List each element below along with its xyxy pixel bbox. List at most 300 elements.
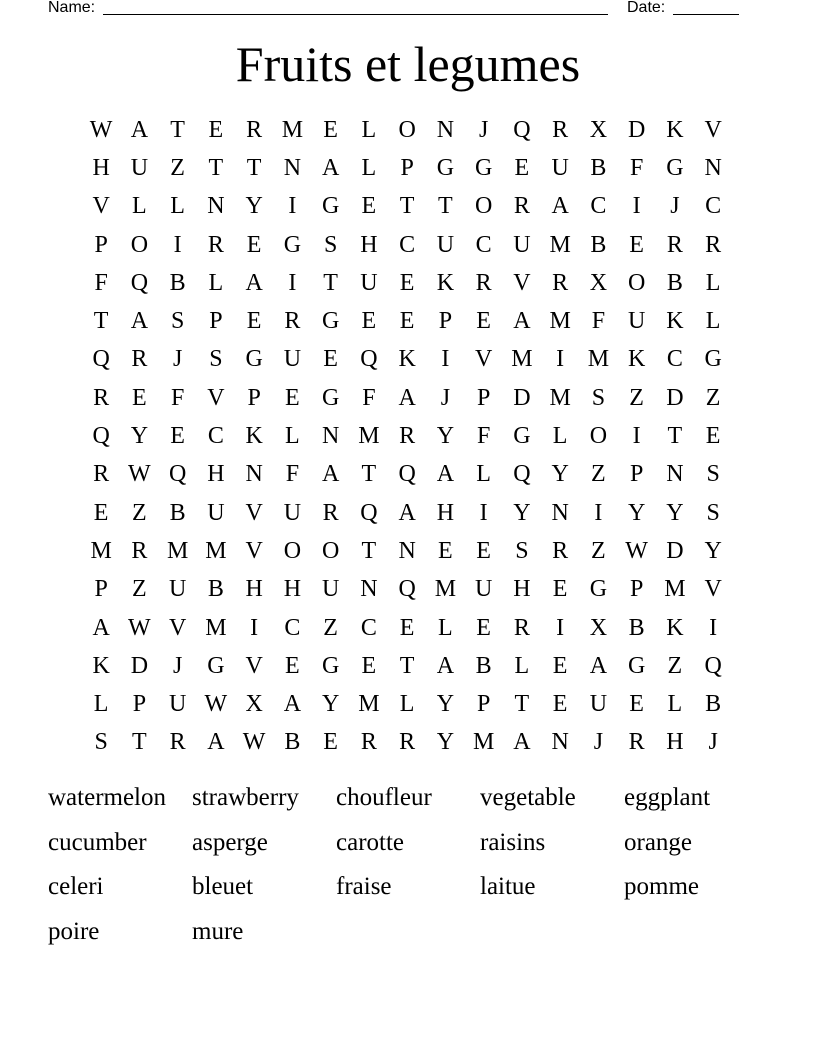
grid-letter: C: [705, 193, 722, 220]
grid-letter: F: [591, 308, 606, 335]
grid-letter: A: [513, 308, 531, 335]
grid-letter: M: [358, 423, 380, 450]
grid-letter: N: [245, 461, 263, 488]
grid-letter: K: [398, 346, 416, 373]
grid-letter: U: [168, 691, 187, 718]
grid-letter: T: [399, 193, 415, 220]
grid-letter: Y: [436, 729, 455, 756]
grid-letter: N: [551, 729, 569, 756]
grid-letter: K: [666, 614, 684, 641]
grid-letter: K: [436, 269, 455, 296]
grid-letter: O: [130, 231, 149, 258]
grid-letter: E: [705, 423, 721, 450]
grid-letter: A: [207, 729, 225, 756]
grid-letter: I: [632, 423, 641, 450]
grid-letter: R: [93, 384, 110, 411]
grid-letter: G: [283, 231, 302, 258]
grid-letter: A: [92, 614, 110, 641]
grid-letter: L: [170, 193, 185, 220]
grid-letter: R: [131, 537, 148, 564]
grid-letter: P: [132, 691, 147, 718]
date-line: [673, 14, 739, 15]
grid-letter: W: [204, 691, 228, 718]
grid-letter: M: [511, 346, 533, 373]
word-list-item: celeri: [48, 873, 104, 901]
grid-letter: H: [283, 576, 302, 603]
grid-letter: R: [552, 116, 569, 143]
grid-letter: Y: [436, 423, 455, 450]
grid-letter: X: [589, 116, 608, 143]
grid-letter: I: [556, 614, 565, 641]
grid-letter: K: [92, 652, 110, 679]
grid-letter: A: [589, 652, 608, 679]
grid-letter: L: [705, 308, 721, 335]
grid-letter: V: [92, 193, 110, 220]
grid-letter: U: [283, 499, 302, 526]
page-title: Fruits et legumes: [235, 36, 581, 92]
grid-letter: E: [246, 308, 262, 335]
grid-letter: S: [591, 384, 606, 411]
grid-letter: V: [704, 116, 722, 143]
grid-letter: R: [552, 537, 569, 564]
grid-letter: Y: [704, 537, 722, 564]
grid-letter: D: [130, 652, 149, 679]
grid-letter: R: [513, 614, 530, 641]
grid-letter: B: [169, 269, 186, 296]
grid-letter: C: [590, 193, 607, 220]
word-list-item: bleuet: [192, 873, 254, 901]
grid-letter: W: [242, 729, 266, 756]
grid-letter: J: [670, 193, 680, 220]
grid-letter: Z: [170, 154, 185, 181]
grid-letter: T: [361, 461, 377, 488]
grid-letter: U: [474, 576, 493, 603]
grid-letter: Q: [360, 499, 378, 526]
grid-letter: P: [247, 384, 261, 411]
grid-letter: Z: [705, 384, 721, 411]
grid-letter: Y: [436, 691, 455, 718]
grid-letter: A: [321, 461, 340, 488]
grid-letter: F: [170, 384, 185, 411]
grid-letter: H: [207, 461, 225, 488]
grid-letter: U: [283, 346, 302, 373]
grid-letter: E: [208, 116, 224, 143]
grid-letter: I: [594, 499, 603, 526]
grid-letter: B: [590, 231, 607, 258]
grid-letter: O: [398, 116, 416, 143]
grid-letter: G: [474, 154, 493, 181]
grid-letter: Z: [629, 384, 644, 411]
grid-letter: T: [132, 729, 147, 756]
grid-letter: R: [207, 231, 224, 258]
grid-letter: O: [627, 269, 646, 296]
grid-letter: R: [284, 308, 301, 335]
word-list-item: asperge: [192, 828, 268, 856]
grid-letter: L: [361, 154, 377, 181]
grid-letter: A: [513, 729, 531, 756]
grid-letter: H: [92, 154, 110, 181]
grid-letter: I: [479, 499, 488, 526]
grid-letter: S: [706, 461, 720, 488]
grid-letter: U: [436, 231, 455, 258]
word-list: [48, 776, 768, 955]
grid-letter: Q: [398, 576, 416, 603]
grid-letter: R: [513, 193, 530, 220]
grid-letter: V: [704, 576, 722, 603]
grid-letter: P: [209, 308, 223, 335]
grid-letter: R: [360, 729, 377, 756]
grid-letter: E: [323, 346, 338, 373]
worksheet-header: [48, 0, 748, 18]
grid-letter: M: [549, 231, 571, 258]
grid-letter: L: [361, 116, 377, 143]
grid-letter: V: [245, 537, 263, 564]
grid-letter: M: [549, 384, 571, 411]
grid-letter: T: [170, 116, 185, 143]
grid-letter: O: [474, 193, 493, 220]
grid-letter: N: [398, 537, 416, 564]
grid-letter: F: [362, 384, 376, 411]
grid-letter: T: [514, 691, 530, 718]
word-list-item: pomme: [624, 873, 699, 901]
grid-letter: Y: [245, 193, 263, 220]
grid-letter: S: [515, 537, 529, 564]
grid-letter: R: [552, 269, 569, 296]
grid-letter: E: [514, 154, 530, 181]
grid-letter: A: [283, 691, 302, 718]
grid-letter: Y: [627, 499, 646, 526]
grid-letter: V: [245, 499, 263, 526]
grid-letter: F: [285, 461, 300, 488]
grid-letter: U: [589, 691, 608, 718]
grid-letter: B: [705, 691, 722, 718]
grid-letter: F: [476, 423, 491, 450]
grid-letter: Y: [130, 423, 149, 450]
word-list-item: cucumber: [48, 828, 147, 856]
grid-letter: I: [441, 346, 450, 373]
grid-letter: U: [627, 308, 646, 335]
grid-letter: U: [360, 269, 378, 296]
grid-letter: P: [400, 154, 414, 181]
date-label: Date:: [627, 0, 666, 16]
grid-letter: E: [629, 691, 644, 718]
grid-letter: I: [288, 193, 297, 220]
grid-letter: S: [170, 308, 185, 335]
grid-letter: B: [169, 499, 186, 526]
grid-letter: C: [399, 231, 416, 258]
grid-letter: N: [283, 154, 302, 181]
grid-letter: T: [399, 652, 415, 679]
grid-letter: R: [322, 499, 339, 526]
grid-letter: Q: [513, 461, 531, 488]
grid-letter: O: [321, 537, 340, 564]
grid-letter: L: [208, 269, 224, 296]
grid-letter: R: [93, 461, 110, 488]
grid-letter: L: [476, 461, 491, 488]
grid-letter: A: [551, 193, 569, 220]
grid-letter: E: [285, 384, 300, 411]
grid-letter: G: [436, 154, 455, 181]
letter-grid: [82, 111, 732, 762]
grid-letter: C: [666, 346, 683, 373]
grid-letter: G: [245, 346, 263, 373]
grid-letter: E: [438, 537, 453, 564]
grid-letter: A: [398, 384, 416, 411]
word-list-item: eggplant: [624, 784, 711, 811]
grid-letter: T: [93, 308, 109, 335]
name-line: [103, 14, 608, 15]
grid-letter: G: [321, 193, 340, 220]
grid-letter: D: [666, 384, 684, 411]
grid-letter: A: [398, 499, 416, 526]
grid-letter: G: [321, 308, 340, 335]
word-list-item: choufleur: [336, 784, 432, 811]
grid-letter: P: [629, 576, 644, 603]
grid-letter: E: [361, 652, 377, 679]
grid-letter: J: [172, 652, 183, 679]
grid-letter: E: [246, 231, 262, 258]
grid-letter: Q: [130, 269, 149, 296]
grid-letter: B: [628, 614, 645, 641]
grid-letter: G: [666, 154, 684, 181]
grid-letter: X: [245, 691, 263, 718]
grid-letter: L: [93, 691, 109, 718]
grid-letter: V: [245, 652, 263, 679]
grid-letter: Q: [513, 116, 531, 143]
grid-letter: E: [399, 269, 415, 296]
grid-letter: E: [476, 308, 491, 335]
grid-letter: U: [551, 154, 569, 181]
grid-letter: R: [628, 729, 645, 756]
grid-letter: G: [704, 346, 722, 373]
grid-letter: A: [436, 461, 455, 488]
grid-letter: P: [94, 231, 108, 258]
grid-letter: F: [94, 269, 108, 296]
grid-letter: I: [250, 614, 259, 641]
grid-letter: Z: [591, 461, 606, 488]
word-list-item: poire: [48, 918, 100, 946]
grid-letter: D: [666, 537, 684, 564]
word-list-item: orange: [624, 828, 693, 856]
grid-letter: L: [705, 269, 721, 296]
grid-letter: U: [513, 231, 531, 258]
grid-letter: A: [321, 154, 340, 181]
grid-letter: L: [667, 691, 683, 718]
grid-letter: M: [90, 537, 112, 564]
grid-letter: S: [209, 346, 223, 373]
grid-letter: H: [666, 729, 684, 756]
grid-letter: J: [440, 384, 451, 411]
grid-letter: K: [627, 346, 646, 373]
grid-letter: S: [94, 729, 108, 756]
grid-letter: E: [476, 537, 491, 564]
grid-letter: E: [323, 116, 338, 143]
grid-letter: L: [399, 691, 415, 718]
grid-letter: N: [551, 499, 569, 526]
grid-letter: N: [704, 154, 722, 181]
grid-letter: J: [478, 116, 489, 143]
grid-letter: M: [205, 614, 227, 641]
grid-letter: F: [629, 154, 644, 181]
grid-letter: R: [666, 231, 683, 258]
grid-letter: B: [207, 576, 224, 603]
grid-letter: V: [474, 346, 493, 373]
grid-letter: X: [589, 614, 608, 641]
grid-letter: L: [438, 614, 453, 641]
grid-letter: D: [627, 116, 646, 143]
grid-letter: J: [172, 346, 183, 373]
grid-letter: A: [130, 308, 149, 335]
name-label: Name:: [48, 0, 96, 16]
grid-letter: W: [89, 116, 113, 143]
grid-letter: G: [321, 384, 340, 411]
grid-letter: P: [476, 691, 491, 718]
grid-letter: C: [475, 231, 492, 258]
grid-letter: V: [513, 269, 531, 296]
grid-letter: E: [132, 384, 147, 411]
grid-letter: M: [281, 116, 304, 143]
grid-letter: Y: [666, 499, 684, 526]
grid-letter: B: [666, 269, 683, 296]
grid-letter: Q: [168, 461, 187, 488]
grid-letter: T: [323, 269, 338, 296]
grid-letter: P: [629, 461, 644, 488]
word-list-item: watermelon: [48, 784, 167, 811]
grid-letter: J: [708, 729, 718, 756]
grid-letter: E: [552, 691, 568, 718]
grid-letter: E: [323, 729, 338, 756]
grid-letter: Q: [704, 652, 722, 679]
grid-letter: I: [288, 269, 297, 296]
grid-letter: R: [399, 729, 416, 756]
grid-letter: K: [666, 308, 684, 335]
grid-letter: E: [552, 652, 568, 679]
grid-letter: O: [283, 537, 302, 564]
word-list-item: strawberry: [192, 784, 299, 811]
grid-letter: M: [549, 308, 571, 335]
grid-letter: N: [321, 423, 340, 450]
grid-letter: Q: [92, 346, 110, 373]
grid-letter: V: [207, 384, 225, 411]
grid-letter: K: [245, 423, 263, 450]
grid-letter: N: [666, 461, 684, 488]
grid-letter: A: [130, 116, 149, 143]
grid-letter: I: [709, 614, 718, 641]
grid-letter: R: [705, 231, 722, 258]
grid-letter: N: [360, 576, 378, 603]
grid-letter: H: [436, 499, 455, 526]
grid-letter: A: [436, 652, 455, 679]
grid-letter: E: [399, 308, 415, 335]
grid-letter: N: [207, 193, 225, 220]
grid-letter: D: [513, 384, 531, 411]
grid-letter: Y: [551, 461, 569, 488]
grid-letter: R: [475, 269, 492, 296]
grid-letter: U: [130, 154, 149, 181]
grid-letter: S: [706, 499, 720, 526]
grid-letter: I: [632, 193, 641, 220]
grid-letter: Y: [513, 499, 531, 526]
grid-letter: Q: [92, 423, 110, 450]
grid-letter: N: [436, 116, 455, 143]
grid-letter: M: [472, 729, 495, 756]
grid-letter: H: [245, 576, 263, 603]
grid-letter: T: [667, 423, 683, 450]
grid-letter: Y: [321, 691, 340, 718]
grid-letter: C: [207, 423, 224, 450]
grid-letter: W: [128, 614, 151, 641]
word-list-item: fraise: [336, 873, 392, 901]
grid-letter: L: [132, 193, 147, 220]
grid-letter: L: [514, 652, 530, 679]
grid-letter: R: [399, 423, 416, 450]
word-list-item: vegetable: [480, 784, 576, 811]
grid-letter: A: [245, 269, 263, 296]
grid-letter: Q: [360, 346, 378, 373]
word-list-item: carotte: [336, 828, 405, 856]
grid-letter: E: [552, 576, 568, 603]
grid-letter: G: [627, 652, 646, 679]
grid-letter: E: [285, 652, 300, 679]
grid-letter: E: [399, 614, 415, 641]
grid-letter: U: [207, 499, 225, 526]
grid-letter: J: [593, 729, 604, 756]
grid-letter: I: [173, 231, 182, 258]
grid-letter: C: [360, 614, 377, 641]
grid-letter: Q: [398, 461, 416, 488]
grid-letter: B: [590, 154, 607, 181]
grid-letter: G: [589, 576, 608, 603]
grid-letter: Z: [667, 652, 683, 679]
grid-letter: M: [664, 576, 686, 603]
grid-letter: L: [285, 423, 300, 450]
grid-letter: M: [205, 537, 227, 564]
grid-letter: Z: [591, 537, 606, 564]
grid-letter: E: [93, 499, 109, 526]
grid-letter: G: [513, 423, 531, 450]
grid-letter: P: [94, 576, 108, 603]
grid-letter: I: [556, 346, 565, 373]
grid-letter: R: [131, 346, 148, 373]
grid-letter: W: [625, 537, 648, 564]
grid-letter: H: [513, 576, 531, 603]
word-list-item: mure: [192, 918, 244, 946]
grid-letter: T: [246, 154, 262, 181]
grid-letter: U: [168, 576, 187, 603]
grid-letter: E: [629, 231, 644, 258]
grid-letter: Z: [132, 576, 147, 603]
grid-letter: L: [552, 423, 568, 450]
grid-letter: W: [128, 461, 151, 488]
grid-letter: E: [361, 308, 377, 335]
grid-letter: P: [438, 308, 453, 335]
grid-letter: B: [475, 652, 492, 679]
grid-letter: Z: [323, 614, 338, 641]
word-list-item: raisins: [480, 828, 546, 856]
grid-letter: V: [168, 614, 187, 641]
grid-letter: G: [321, 652, 340, 679]
grid-letter: U: [321, 576, 340, 603]
grid-letter: T: [438, 193, 453, 220]
grid-letter: M: [166, 537, 189, 564]
grid-letter: E: [170, 423, 185, 450]
grid-letter: X: [589, 269, 608, 296]
grid-letter: S: [323, 231, 338, 258]
grid-letter: T: [208, 154, 224, 181]
word-list-item: laitue: [480, 873, 536, 901]
grid-letter: T: [361, 537, 377, 564]
grid-letter: R: [169, 729, 186, 756]
